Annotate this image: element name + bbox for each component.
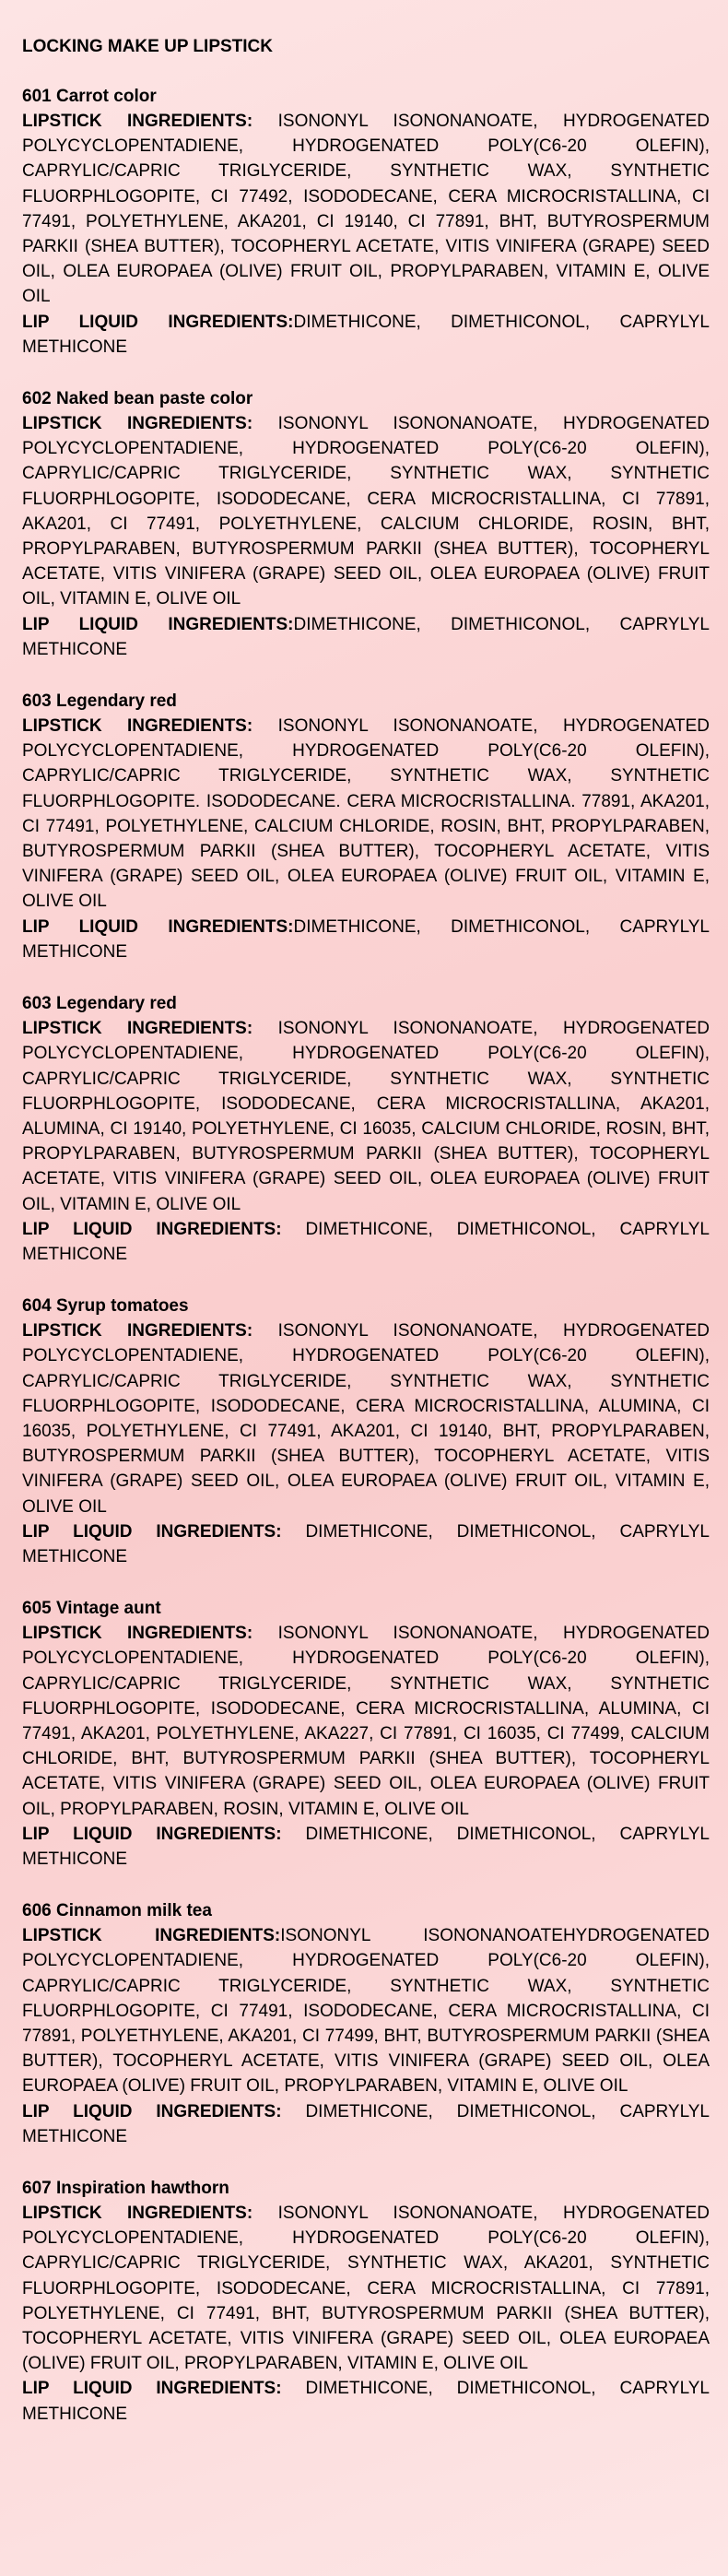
lip-liquid-ingredients-text: DIMETHICONE, DIMETHICONOL, CAPRYLYL METHICONE	[22, 2379, 710, 2424]
product-section	[22, 992, 710, 1267]
lip-liquid-ingredients-label: LIP LIQUID INGREDIENTS:	[22, 2379, 282, 2399]
product-section	[22, 690, 710, 964]
product-section	[22, 1597, 710, 1872]
lip-liquid-ingredients	[22, 1217, 710, 1267]
lipstick-ingredients	[22, 1016, 710, 1217]
lipstick-ingredients-label: LIPSTICK INGREDIENTS:	[22, 112, 253, 131]
product-section	[22, 1899, 710, 2149]
lipstick-ingredients-label: LIPSTICK INGREDIENTS:	[22, 1019, 253, 1039]
lipstick-ingredients-label: LIPSTICK INGREDIENTS:	[22, 1624, 253, 1644]
lip-liquid-ingredients-label: LIP LIQUID INGREDIENTS:	[22, 1824, 282, 1844]
lipstick-ingredients-text: ISONONYL ISONONANOATEHYDROGENATED POLYCYCLOPENTADIENE, HYDROGENATED POLY(C6-20 OLEFIN), CAPRYLIC/CAPRIC TRIGLYCERIDE, SYNTHETIC WAX, SYNTHETIC FLUORPHLOGOPITE, CI 77491, ISODODECANE, CERA MICROCRISTALLINA, CI 77891, POLYETHYLENE, AKA201, CI 77499, BHT, BUTYROSPERMUM PARKII (SHEA BUTTER), TOCOPHERYL ACETATE, VITIS VINIFERA (GRAPE) SEED OIL, OLEA EUROPAEA (OLIVE) FRUIT OIL, PROPYLPARABEN, VITAMIN E, OLIVE OIL	[22, 1926, 710, 2097]
lip-liquid-ingredients-text: DIMETHICONE, DIMETHICONOL, CAPRYLYL METHICONE	[22, 614, 710, 659]
product-section	[22, 1294, 710, 1569]
lip-liquid-ingredients	[22, 612, 710, 662]
product-section	[22, 387, 710, 662]
lip-liquid-ingredients-text: DIMETHICONE, DIMETHICONOL, CAPRYLYL METHICONE	[22, 1521, 710, 1566]
product-name: 601 Carrot color	[22, 87, 157, 106]
lipstick-ingredients-label: LIPSTICK INGREDIENTS:	[22, 716, 253, 737]
lip-liquid-ingredients-text: DIMETHICONE, DIMETHICONOL, CAPRYLYL METHICONE	[22, 312, 710, 357]
lip-liquid-ingredients	[22, 915, 710, 964]
lip-liquid-ingredients-label: LIP LIQUID INGREDIENTS:	[22, 2101, 282, 2121]
lipstick-ingredients	[22, 411, 710, 612]
lip-liquid-ingredients	[22, 1822, 710, 1872]
lip-liquid-ingredients-label: LIP LIQUID INGREDIENTS:	[22, 1521, 282, 1542]
lipstick-ingredients-label: LIPSTICK INGREDIENTS:	[22, 414, 253, 434]
lipstick-ingredients-label: LIPSTICK INGREDIENTS:	[22, 2204, 253, 2224]
product-name: 607 Inspiration hawthorn	[22, 2179, 229, 2199]
lipstick-ingredients-text: ISONONYL ISONONANOATE, HYDROGENATED POLYCYCLOPENTADIENE, HYDROGENATED POLY(C6-20 OLEFIN), CAPRYLIC/CAPRIC TRIGLYCERIDE, SYNTHETIC WAX, SYNTHETIC FLUORPHLOGOPITE, ISODODECANE, CERA MICROCRISTALLINA, ALUMINA, CI 16035, POLYETHYLENE, CI 77491, AKA201, CI 19140, BHT, PROPYLPARABEN, BUTYROSPERMUM PARKII (SHEA BUTTER), TOCOPHERYL ACETATE, VITIS VINIFERA (GRAPE) SEED OIL, OLEA EUROPAEA (OLIVE) FRUIT OIL, VITAMIN E, OLIVE OIL	[22, 1321, 710, 1517]
product-name: 603 Legendary red	[22, 691, 177, 712]
lipstick-ingredients	[22, 1318, 710, 1519]
lip-liquid-ingredients-text: DIMETHICONE, DIMETHICONOL, CAPRYLYL METHICONE	[22, 1219, 710, 1264]
lip-liquid-ingredients-text: DIMETHICONE, DIMETHICONOL, CAPRYLYL METHICONE	[22, 916, 710, 962]
lipstick-ingredients-label: LIPSTICK INGREDIENTS:	[22, 1926, 281, 1946]
product-name: 605 Vintage aunt	[22, 1599, 161, 1619]
lipstick-ingredients-text: ISONONYL ISONONANOATE, HYDROGENATED POLYCYCLOPENTADIENE, HYDROGENATED POLY(C6-20 OLEFIN), CAPRYLIC/CAPRIC TRIGLYCERIDE, SYNTHETIC WAX, SYNTHETIC FLUORPHLOGOPITE, CI 77492, ISODODECANE, CERA MICROCRISTALLINA, CI 77491, POLYETHYLENE, AKA201, CI 19140, CI 77891, BHT, BUTYROSPERMUM PARKII (SHEA BUTTER), TOCOPHERYL ACETATE, VITIS VINIFERA (GRAPE) SEED OIL, OLEA EUROPAEA (OLIVE) FRUIT OIL, PROPYLPARABEN, VITAMIN E, OLIVE OIL	[22, 112, 710, 307]
lip-liquid-ingredients-label: LIP LIQUID INGREDIENTS:	[22, 916, 294, 937]
lipstick-ingredients	[22, 2201, 710, 2376]
lip-liquid-ingredients	[22, 310, 710, 360]
lipstick-ingredients-text: ISONONYL ISONONANOATE, HYDROGENATED POLYCYCLOPENTADIENE, HYDROGENATED POLY(C6-20 OLEFIN), CAPRYLIC/CAPRIC TRIGLYCERIDE, SYNTHETIC WAX, SYNTHETIC FLUORPHLOGOPITE, ISODODECANE, CERA MICROCRISTALLINA, AKA201, ALUMINA, CI 19140, POLYETHYLENE, CI 16035, CALCIUM CHLORIDE, ROSIN, BHT, PROPYLPARABEN, BUTYROSPERMUM PARKII (SHEA BUTTER), TOCOPHERYL ACETATE, VITIS VINIFERA (GRAPE) SEED OIL, OLEA EUROPAEA (OLIVE) FRUIT OIL, VITAMIN E, OLIVE OIL	[22, 1019, 710, 1214]
lip-liquid-ingredients-text: DIMETHICONE, DIMETHICONOL, CAPRYLYL METHICONE	[22, 1824, 710, 1869]
product-name: 604 Syrup tomatoes	[22, 1296, 189, 1317]
lipstick-ingredients-text: ISONONYL ISONONANOATE, HYDROGENATED POLYCYCLOPENTADIENE, HYDROGENATED POLY(C6-20 OLEFIN), CAPRYLIC/CAPRIC TRIGLYCERIDE, SYNTHETIC WAX, SYNTHETIC FLUORPHLOGOPITE, ISODODECANE, CERA MICROCRISTALLINA, ALUMINA, CI 77491, AKA201, POLYETHYLENE, AKA227, CI 77891, CI 16035, CI 77499, CALCIUM CHLORIDE, BHT, BUTYROSPERMUM PARKII (SHEA BUTTER), TOCOPHERYL ACETATE, VITIS VINIFERA (GRAPE) SEED OIL, OLEA EUROPAEA (OLIVE) FRUIT OIL, PROPYLPARABEN, ROSIN, VITAMIN E, OLIVE OIL	[22, 1624, 710, 1819]
lip-liquid-ingredients	[22, 1519, 710, 1569]
lipstick-ingredients	[22, 109, 710, 310]
product-section	[22, 85, 710, 360]
lip-liquid-ingredients	[22, 2376, 710, 2426]
lipstick-ingredients-text: ISONONYL ISONONANOATE, HYDROGENATED POLYCYCLOPENTADIENE, HYDROGENATED POLY(C6-20 OLEFIN), CAPRYLIC/CAPRIC TRIGLYCERIDE, SYNTHETIC WAX, AKA201, SYNTHETIC FLUORPHLOGOPITE, ISODODECANE, CERA MICROCRISTALLINA, CI 77891, POLYETHYLENE, CI 77491, BHT, BUTYROSPERMUM PARKII (SHEA BUTTER), TOCOPHERYL ACETATE, VITIS VINIFERA (GRAPE) SEED OIL, OLEA EUROPAEA (OLIVE) FRUIT OIL, PROPYLPARABEN, VITAMIN E, OLIVE OIL	[22, 2204, 710, 2374]
lipstick-ingredients	[22, 714, 710, 915]
lipstick-ingredients	[22, 1923, 710, 2098]
lipstick-ingredients-text: ISONONYL ISONONANOATE, HYDROGENATED POLYCYCLOPENTADIENE, HYDROGENATED POLY(C6-20 OLEFIN), CAPRYLIC/CAPRIC TRIGLYCERIDE, SYNTHETIC WAX, SYNTHETIC FLUORPHLOGOPITE, ISODODECANE, CERA MICROCRISTALLINA, CI 77891, AKA201, CI 77491, POLYETHYLENE, CALCIUM CHLORIDE, ROSIN, BHT, PROPYLPARABEN, BUTYROSPERMUM PARKII (SHEA BUTTER), TOCOPHERYL ACETATE, VITIS VINIFERA (GRAPE) SEED OIL, OLEA EUROPAEA (OLIVE) FRUIT OIL, VITAMIN E, OLIVE OIL	[22, 414, 710, 609]
product-section	[22, 2177, 710, 2427]
lipstick-ingredients	[22, 1621, 710, 1822]
product-name: 606 Cinnamon milk tea	[22, 1901, 212, 1921]
lip-liquid-ingredients-label: LIP LIQUID INGREDIENTS:	[22, 312, 294, 332]
lipstick-ingredients-label: LIPSTICK INGREDIENTS:	[22, 1321, 253, 1341]
lip-liquid-ingredients-label: LIP LIQUID INGREDIENTS:	[22, 614, 294, 634]
lip-liquid-ingredients-label: LIP LIQUID INGREDIENTS:	[22, 1219, 282, 1239]
product-name: 603 Legendary red	[22, 994, 177, 1014]
lip-liquid-ingredients-text: DIMETHICONE, DIMETHICONOL, CAPRYLYL METHICONE	[22, 2101, 710, 2146]
lip-liquid-ingredients	[22, 2099, 710, 2149]
document-title: LOCKING MAKE UP LIPSTICK	[22, 37, 273, 56]
lipstick-ingredients-text: ISONONYL ISONONANOATE, HYDROGENATED POLYCYCLOPENTADIENE, HYDROGENATED POLY(C6-20 OLEFIN), CAPRYLIC/CAPRIC TRIGLYCERIDE, SYNTHETIC WAX, SYNTHETIC FLUORPHLOGOPITE. ISODODECANE. CERA MICROCRISTALLINA. 77891, AKA201, CI 77491, POLYETHYLENE, CALCIUM CHLORIDE, ROSIN, BHT, PROPYLPARABEN, BUTYROSPERMUM PARKII (SHEA BUTTER), TOCOPHERYL ACETATE, VITIS VINIFERA (GRAPE) SEED OIL, OLEA EUROPAEA (OLIVE) FRUIT OIL, VITAMIN E, OLIVE OIL	[22, 716, 710, 912]
product-name: 602 Naked bean paste color	[22, 389, 253, 409]
